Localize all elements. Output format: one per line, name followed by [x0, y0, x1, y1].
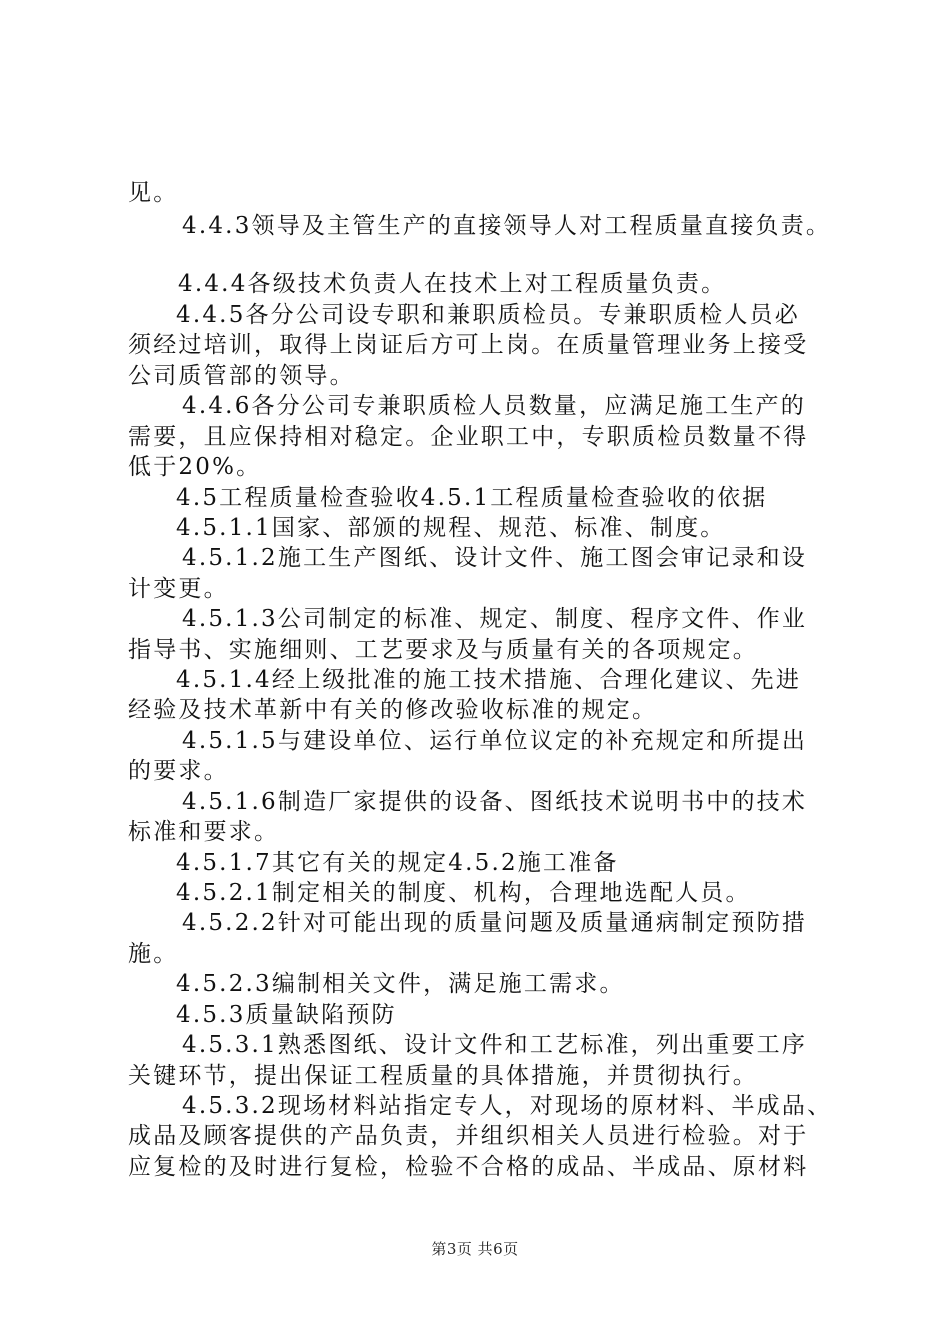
text-line: 低于20%。 [128, 454, 262, 480]
text-line: 须经过培训，取得上岗证后方可上岗。在质量管理业务上接受 [128, 332, 809, 358]
text-line: 4.4.6各分公司专兼职质检人员数量，应满足施工生产的 [182, 393, 806, 419]
text-line: 成品及顾客提供的产品负责，并组织相关人员进行检验。对于 [128, 1123, 809, 1149]
text-line: 4.5.3质量缺陷预防 [176, 1002, 397, 1028]
text-line: 4.5.2.1制定相关的制度、机构，合理地选配人员。 [176, 880, 751, 906]
text-line: 4.5.1.4经上级批准的施工技术措施、合理化建议、先进 [176, 667, 802, 693]
text-line: 4.5.2.3编制相关文件，满足施工需求。 [176, 971, 625, 997]
page-footer: 第3页 共6页 [431, 1240, 519, 1258]
text-line: 指导书、实施细则、工艺要求及与质量有关的各项规定。 [128, 637, 758, 663]
text-line: 4.5.1.7其它有关的规定4.5.2施工准备 [176, 850, 619, 876]
text-line: 需要，且应保持相对稳定。企业职工中，专职质检员数量不得 [128, 424, 809, 450]
text-line: 4.5.1.5与建设单位、运行单位议定的补充规定和所提出 [182, 728, 808, 754]
text-line: 的要求。 [128, 758, 229, 784]
text-line: 4.4.3领导及主管生产的直接领导人对工程质量直接负责。 [182, 213, 832, 239]
text-line: 4.5.1.3公司制定的标准、规定、制度、程序文件、作业 [182, 606, 808, 632]
text-line: 4.5.3.1熟悉图纸、设计文件和工艺标准，列出重要工序 [182, 1032, 808, 1058]
text-line: 关键环节，提出保证工程质量的具体措施，并贯彻执行。 [128, 1063, 758, 1089]
text-line: 经验及技术革新中有关的修改验收标准的规定。 [128, 697, 658, 723]
text-line: 4.5.1.2施工生产图纸、设计文件、施工图会审记录和设 [182, 545, 808, 571]
text-line: 计变更。 [128, 576, 229, 602]
text-line: 应复检的及时进行复检，检验不合格的成品、半成品、原材料 [128, 1154, 809, 1180]
text-line: 公司质管部的领导。 [128, 363, 355, 389]
text-line: 4.5工程质量检查验收4.5.1工程质量检查验收的依据 [176, 485, 768, 511]
text-line: 4.4.5各分公司设专职和兼职质检员。专兼职质检人员必 [176, 302, 800, 328]
text-line: 标准和要求。 [128, 819, 280, 845]
text-line: 见。 [128, 180, 179, 206]
text-line: 施。 [128, 941, 179, 967]
text-line: 4.5.1.1国家、部颁的规程、规范、标准、制度。 [176, 515, 726, 541]
text-line: 4.4.4各级技术负责人在技术上对工程质量负责。 [178, 271, 727, 297]
text-line: 4.5.1.6制造厂家提供的设备、图纸技术说明书中的技术 [182, 789, 808, 815]
text-line: 4.5.2.2针对可能出现的质量问题及质量通病制定预防措 [182, 910, 808, 936]
text-line: 4.5.3.2现场材料站指定专人，对现场的原材料、半成品、 [182, 1093, 833, 1119]
